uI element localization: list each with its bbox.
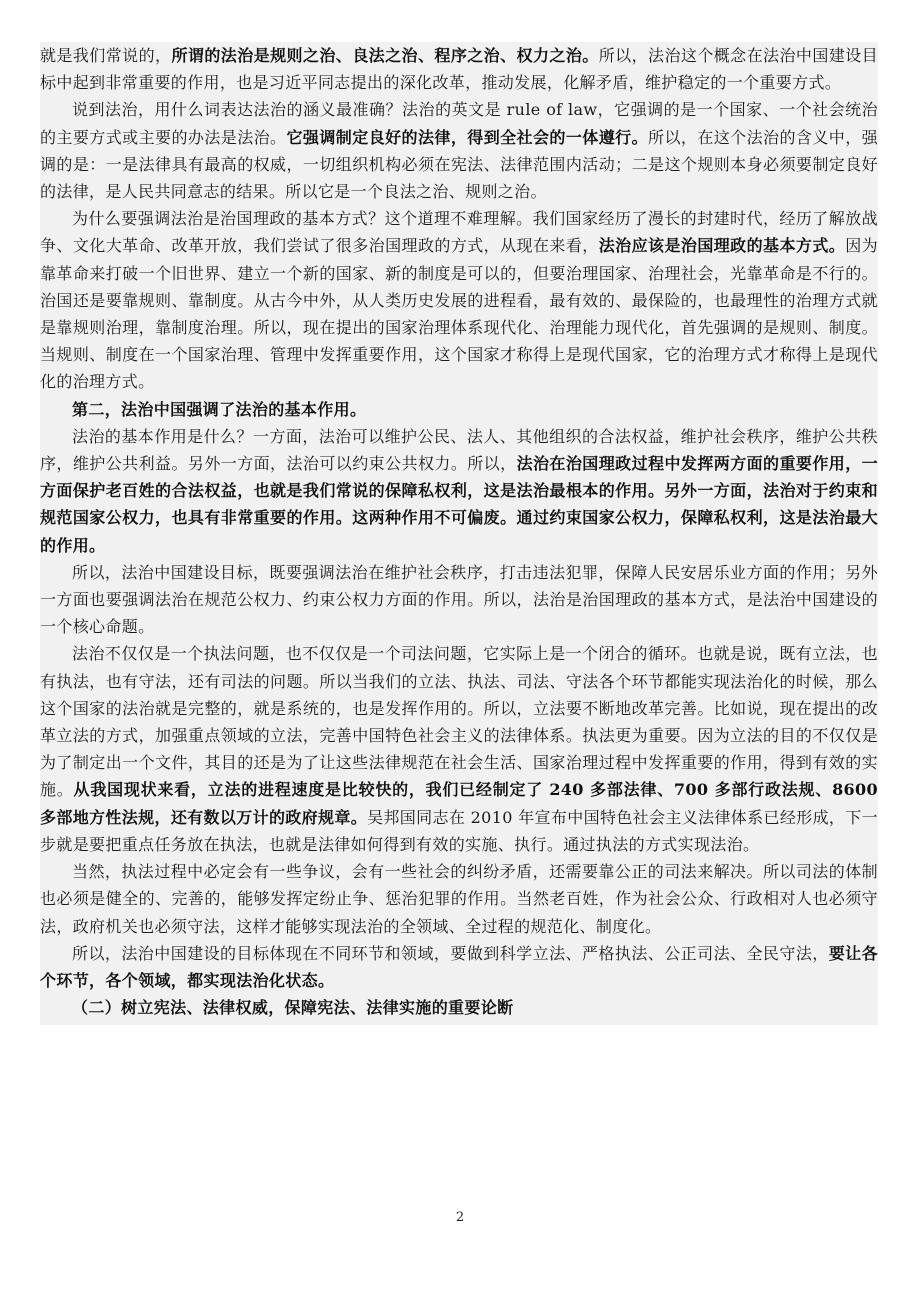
bold-text-segment: 法治在治国理政过程中发挥两方面的重要作用，一方面保护老百姓的合法权益，也就是我们常说的保障私权利，这是法治最根本的作用。另外一方面，法治对于约束和规范国家公权力，也具有非常重要的作用。这两种作用不可偏废。通过约束国家公权力，保障私权利，这是法治最大的作用。	[40, 454, 879, 555]
text-segment: 就是我们常说的，	[40, 46, 172, 65]
bold-text-segment: （二）树立宪法、法律权威，保障宪法、法律实施的重要论断	[72, 998, 514, 1018]
text-segment: 当然，执法过程中必定会有一些争议，会有一些社会的纠纷矛盾，还需要靠公正的司法来解决。所以司法的体制也必须是健全的、完善的，能够发挥定纷止争、惩治犯罪的作用。当然老百姓，作为社会公众、行政相对人也必须守法，政府机关也必须守法，这样才能够实现法治的全领域、全过程的规范化、制度化。	[40, 862, 878, 936]
bold-text-segment: 法治应该是治国理政的基本方式。	[598, 236, 846, 256]
paragraph	[40, 858, 878, 940]
page-number: 2	[455, 1210, 465, 1225]
text-segment: 所以，在这个法治的含义中，强调的是：一是法律具有最高的权威，一切组织机构必须在宪法、法律范围内活动；二是这个规则本身必须要制定良好的法律，是人民共同意志的结果。所以它是一个良法之治、规则之治。	[40, 127, 878, 202]
text-segment: 为什么要强调法治是治国理政的基本方式？这个道理不难理解。我们国家经历了漫长的封建时代，经历了解放战争、文化大革命、改革开放，我们尝试了很多治国理政的方式，从现在来看，	[40, 209, 878, 256]
paragraph	[40, 396, 878, 423]
text-segment: 所以，法治中国建设的目标体现在不同环节和领域，要做到科学立法、严格执法、公正司法、全民守法，	[72, 943, 829, 963]
bold-text-segment: 所谓的法治是规则之治、良法之治、程序之治、权力之治。	[171, 46, 599, 65]
bold-text-segment: 从我国现状来看，立法的进程速度是比较快的，我们已经制定了 240 多部法律、700 多部行政法规、8600 多部地方性法规，还有数以万计的政府规章。	[40, 780, 879, 827]
text-segment: 说到法治，用什么词表达法治的涵义最准确？法治的英文是 rule of law，它强调的是一个国家、一个社会统治的主要方式或主要的办法是法治。	[40, 100, 878, 147]
text-segment: 所以，法治这个概念在法治中国建设目标中起到非常重要的作用，也是习近平同志提出的深化改革，推动发展，化解矛盾，维护稳定的一个重要方式。	[40, 46, 878, 93]
text-segment: 所以，法治中国建设目标，既要强调法治在维护社会秩序，打击违法犯罪，保障人民安居乐业方面的作用；另外一方面也要强调法治在规范公权力、约束公权力方面的作用。所以，法治是治国理政的基本方式，是法治中国建设的一个核心命题。	[40, 562, 878, 637]
text-segment: 因为靠革命来打破一个旧世界、建立一个新的国家、新的制度是可以的，但要治理国家、治理社会，光靠革命是不行的。治国还是要靠规则、靠制度。从古今中外，从人类历史发展的进程看，最有效的、最保险的，也最理性的治理方式就是靠规则治理，靠制度治理。所以，现在提出的国家治理体系现代化、治理能力现代化，首先强调的是规则、制度。当规则、制度在一个国家治理、管理中发挥重要作用，这个国家才称得上是现代国家，它的治理方式才称得上是现代化的治理方式。	[40, 236, 879, 392]
bold-text-segment: 第二，法治中国强调了法治的基本作用。	[72, 399, 367, 419]
document-body	[40, 42, 878, 1025]
text-segment: 吴邦国同志在 2010 年宣布中国特色社会主义法律体系已经形成，下一步就是要把重点任务放在执法，也就是法律如何得到有效的实施、执行。通过执法的方式实现法治。	[40, 807, 878, 854]
paragraph	[40, 96, 878, 205]
paragraph	[40, 42, 878, 96]
paragraph	[40, 559, 878, 641]
paragraph	[40, 994, 878, 1021]
paragraph	[40, 640, 878, 858]
text-segment: 法治不仅仅是一个执法问题，也不仅仅是一个司法问题，它实际上是一个闭合的循环。也就是说，既有立法，也有执法，也有守法，还有司法的问题。所以当我们的立法、执法、司法、守法各个环节都能实现法治化的时候，那么这个国家的法治就是完整的，就是系统的，也是发挥作用的。所以，立法要不断地改革完善。比如说，现在提出的改革立法的方式，加强重点领域的立法，完善中国特色社会主义的法律体系。执法更为重要。因为立法的目的不仅仅是为了制定出一个文件，其目的还是为了让这些法律规范在社会生活、国家治理过程中发挥重要的作用，得到有效的实施。	[40, 644, 878, 800]
paragraph	[40, 423, 878, 559]
bold-text-segment: 要让各个环节，各个领域，都实现法治化状态。	[40, 943, 878, 990]
bold-text-segment: 它强调制定良好的法律，得到全社会的一体遵行。	[286, 127, 649, 147]
paragraph	[40, 940, 878, 994]
paragraph	[40, 205, 878, 395]
text-segment: 法治的基本作用是什么？一方面，法治可以维护公民、法人、其他组织的合法权益，维护社会秩序，维护公共秩序，维护公共利益。另外一方面，法治可以约束公共权力。所以，	[40, 426, 878, 474]
